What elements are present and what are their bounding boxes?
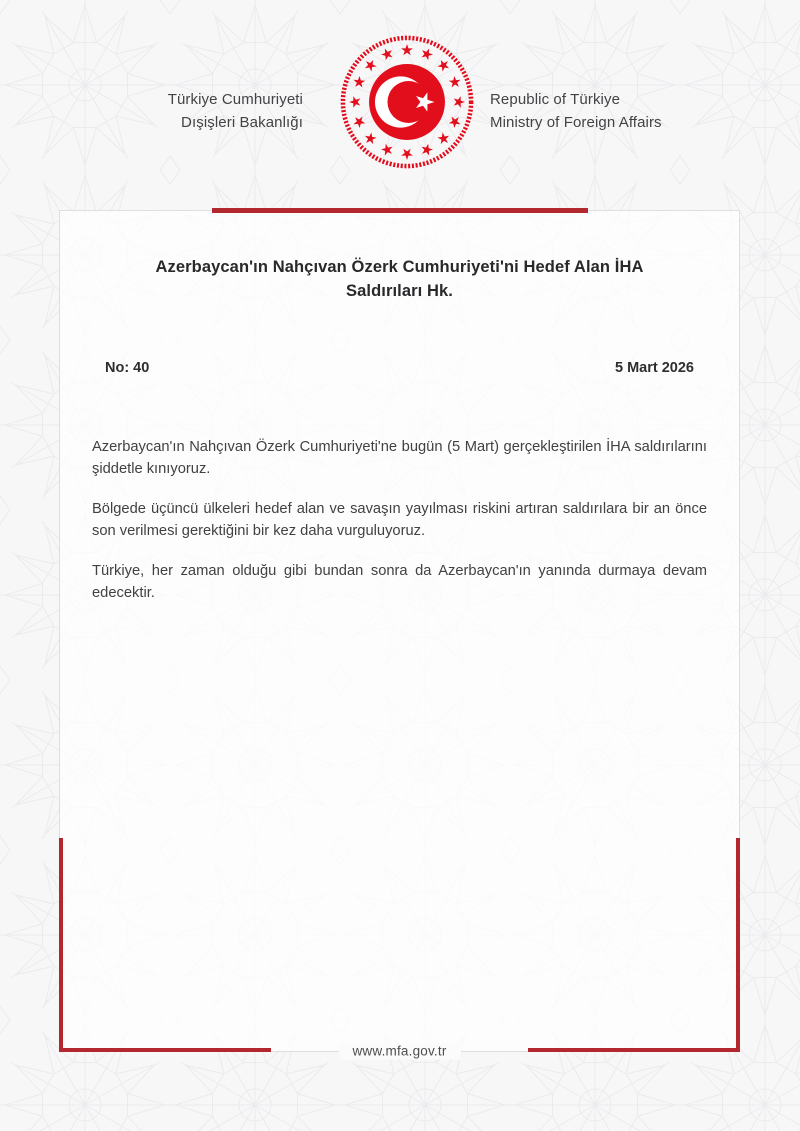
body-paragraph: Bölgede üçüncü ülkeleri hedef alan ve savaşın yayılması riskini artıran saldırılara bir an önce son verilmesi gerektiğini bir kez daha vurguluyoruz. xyxy=(92,501,707,539)
release-number: No: 40 xyxy=(105,360,150,376)
red-accent-bar xyxy=(212,208,588,213)
body-paragraph: Türkiye, her zaman olduğu gibi bundan sonra da Azerbaycan'ın yanında durmaya devam edecektir. xyxy=(92,563,707,601)
corner-accent-bottom-right xyxy=(528,838,740,1052)
ministry-name-tr-line1: Türkiye Cumhuriyeti xyxy=(167,91,303,108)
ministry-name-tr-line2: Dışişleri Bakanlığı xyxy=(181,114,303,131)
body-paragraph: Azerbaycan'ın Nahçıvan Özerk Cumhuriyeti'ne bugün (5 Mart) gerçekleştirilen İHA saldırılarını şiddetle kınıyoruz. xyxy=(92,439,707,477)
release-meta-row xyxy=(105,360,694,376)
website-url: www.mfa.gov.tr xyxy=(338,1043,460,1060)
ministry-name-en-line2: Ministry of Foreign Affairs xyxy=(490,114,662,131)
release-body xyxy=(92,436,707,604)
press-release-title: Azerbaycan'ın Nahçıvan Özerk Cumhuriyeti'ni Hedef Alan İHA Saldırıları Hk. xyxy=(155,258,644,300)
ministry-name-en-line1: Republic of Türkiye xyxy=(490,91,621,108)
ministry-name-english xyxy=(490,88,662,134)
corner-accent-bottom-left xyxy=(59,838,271,1052)
press-release-card xyxy=(59,210,740,1059)
turkiye-mfa-emblem-icon xyxy=(338,33,476,171)
letterhead xyxy=(0,0,800,205)
ministry-name-turkish xyxy=(168,88,303,134)
release-date: 5 Mart 2026 xyxy=(615,360,694,376)
